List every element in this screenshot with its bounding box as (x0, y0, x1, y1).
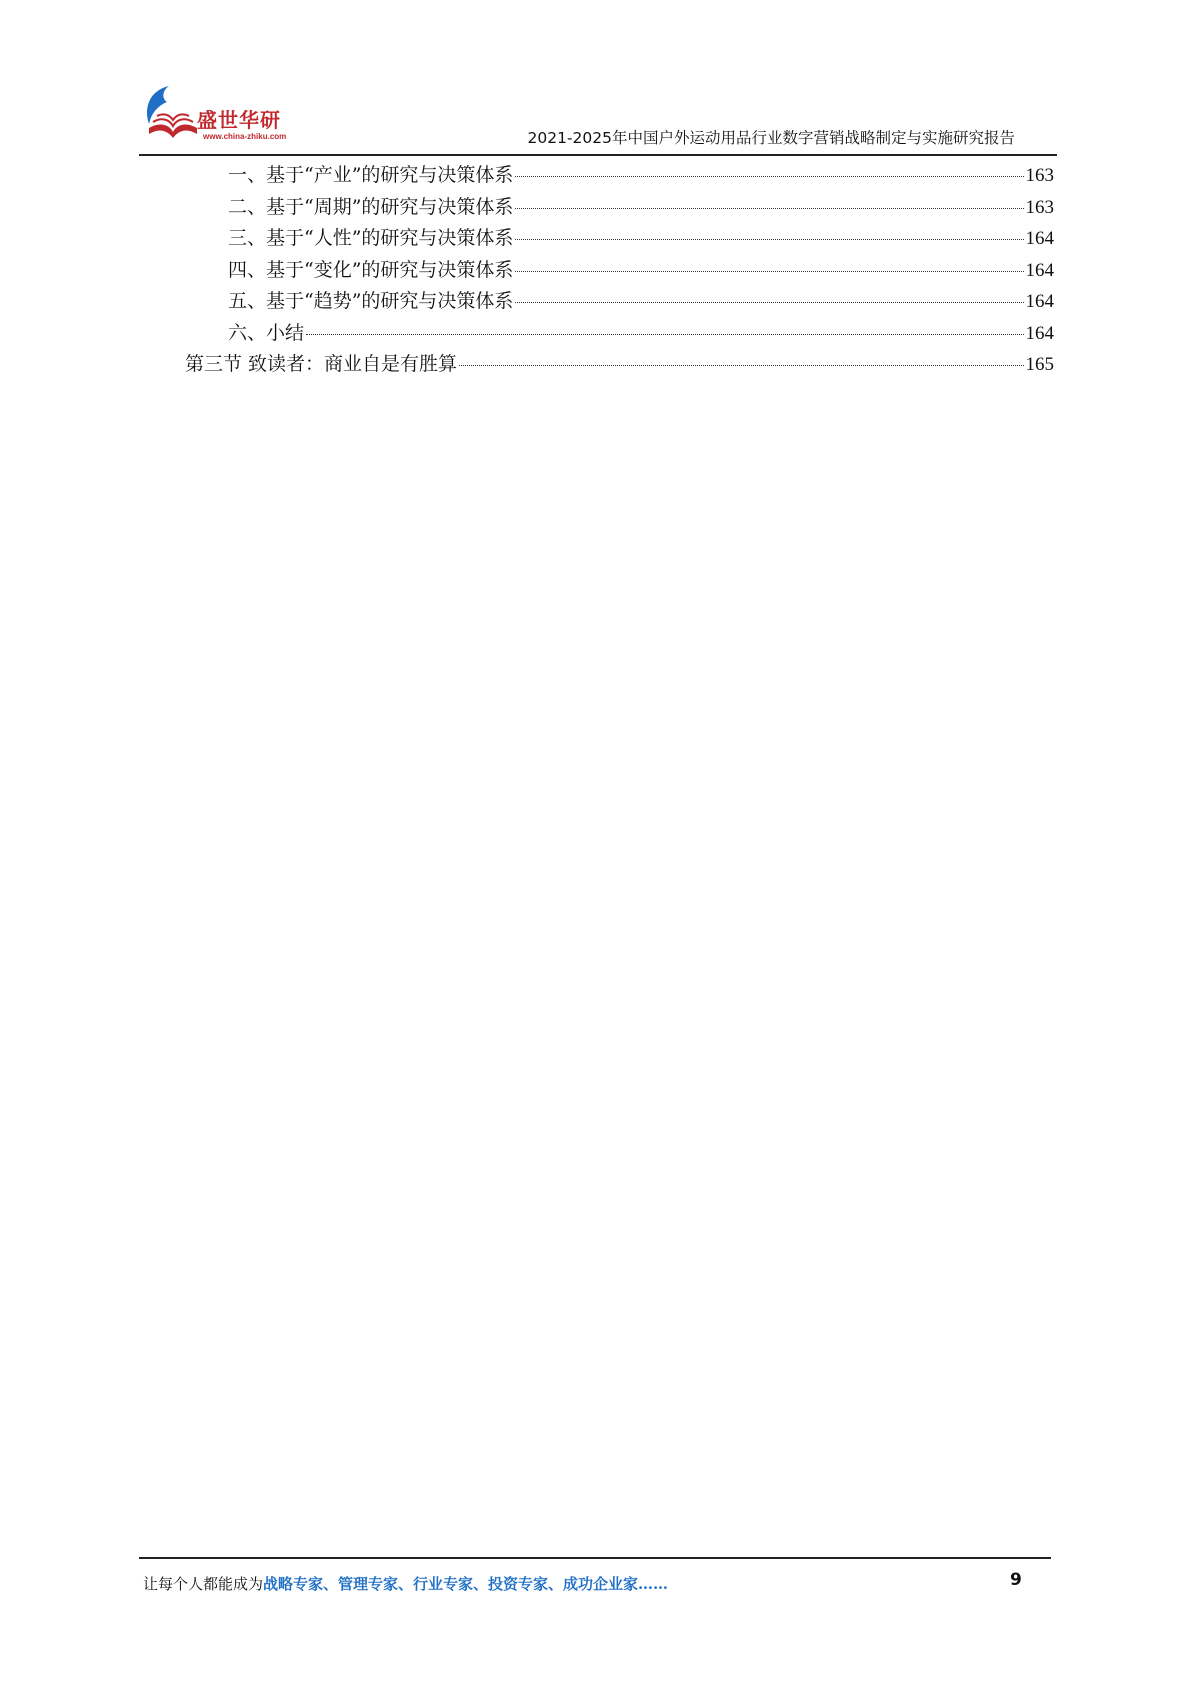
toc-entry[interactable] (185, 286, 1054, 318)
toc-entry-page: 165 (1025, 354, 1054, 375)
slogan-prefix: 让每个人都能成为 (143, 1575, 264, 1593)
footer-divider (139, 1557, 1051, 1559)
slogan-highlight: 战略专家、管理专家、行业专家、投资专家、成功企业家…… (263, 1575, 669, 1593)
toc-entry[interactable] (185, 223, 1054, 255)
toc-entry-title: 五、基于“趋势”的研究与决策体系 (228, 290, 514, 312)
toc-entry-page: 163 (1025, 165, 1054, 186)
logo-name: 盛世华研 (197, 108, 281, 132)
toc-entry[interactable] (185, 160, 1054, 192)
toc-entry-page: 164 (1025, 291, 1054, 312)
toc-entry-title: 三、基于“人性”的研究与决策体系 (228, 227, 514, 249)
toc-section-entry[interactable] (185, 349, 1054, 381)
toc-dot-leader (515, 239, 1023, 240)
toc-dot-leader (459, 365, 1023, 366)
book-logo-icon (139, 84, 201, 146)
toc-dot-leader (306, 334, 1023, 335)
page-header (139, 80, 1047, 155)
toc-entry-title: 一、基于“产业”的研究与决策体系 (228, 164, 514, 186)
toc-entry-title: 二、基于“周期”的研究与决策体系 (228, 195, 514, 218)
toc-entry-page: 164 (1025, 322, 1054, 344)
page-number: 9 (1010, 1570, 1022, 1590)
toc-entry-title: 第三节 致读者：商业自是有胜算 (185, 353, 458, 375)
report-title: 2021-2025年中国户外运动用品行业数字营销战略制定与实施研究报告 (527, 129, 1015, 147)
toc-dot-leader (515, 271, 1023, 272)
toc-dot-leader (515, 302, 1023, 303)
toc-entry-title: 六、小结 (228, 321, 305, 344)
logo-url: www.china-zhiku.com (203, 132, 287, 141)
toc-entry-page: 163 (1025, 196, 1054, 218)
company-logo (139, 84, 319, 146)
table-of-contents (185, 160, 1054, 381)
toc-entry-page: 164 (1025, 259, 1054, 281)
toc-entry[interactable] (185, 192, 1054, 224)
toc-dot-leader (515, 176, 1023, 177)
toc-entry[interactable] (185, 318, 1054, 350)
toc-entry-page: 164 (1025, 228, 1054, 249)
toc-entry-title: 四、基于“变化”的研究与决策体系 (228, 258, 514, 281)
footer-slogan (143, 1573, 668, 1594)
toc-entry[interactable] (185, 255, 1054, 287)
toc-dot-leader (515, 208, 1023, 209)
header-divider (139, 154, 1057, 156)
